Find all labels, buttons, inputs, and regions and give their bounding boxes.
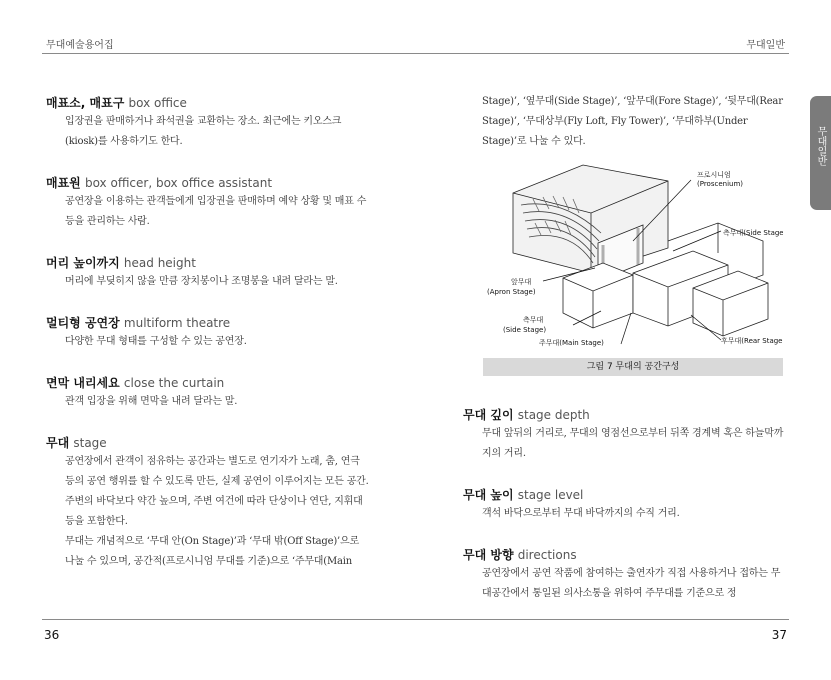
section-tab[interactable] [810,96,831,210]
entry-term: 무대 방향 directions [463,548,577,562]
entry-definition: 다양한 무대 형태를 구성할 수 있는 공연장. [65,336,247,347]
label-proscenium-en: (Proscenium) [697,180,744,188]
entry-term: 멀티형 공연장 multiform theatre [46,316,231,330]
entry-term: 무대 깊이 stage depth [463,408,590,422]
entry-term: 무대 stage [46,436,107,450]
running-header-right: 무대일반 [746,40,785,51]
page-number-right: 37 [771,628,787,642]
label-proscenium: 프로시니엄 [697,171,731,179]
entry-definition: 공연장에서 공연 작품에 참여하는 출연자가 직접 사용하거나 접하는 무대공간에서 통일된 의사소통을 위하여 주무대를 기준으로 정 [482,568,781,599]
entry-term: 매표원 box officer, box office assistant [46,176,273,190]
entry-term: 무대 높이 stage level [463,488,584,502]
running-header-left: 무대예술용어집 [46,40,114,51]
entry-term: 면막 내리세요 close the curtain [46,376,225,390]
label-rear-stage: 후무대(Rear Stage) [721,337,783,345]
header-rule [42,53,789,54]
entry-definition: 입장권을 판매하거나 좌석권을 교환하는 장소. 최근에는 키오스크(kiosk)를 사용하기도 한다. [65,116,342,147]
entry-term: 매표소, 매표구 box office [46,96,187,110]
label-apron-en: (Apron Stage) [487,288,536,296]
entry-definition: 객석 바닥으로부터 무대 바닥까지의 수직 거리. [482,508,680,519]
page-number-left: 36 [44,628,60,642]
stage-space-figure [483,163,783,357]
entry-definition: 머리에 부딪히지 않을 만큼 장치봉이나 조명봉을 내려 달라는 말. [65,276,338,287]
entry-definition: 공연장을 이용하는 관객들에게 입장권을 판매하며 예약 상황 및 매표 수 등을 관리하는 사람. [65,196,367,227]
section-tab-label: 무대일반 [815,126,826,166]
stage-space-diagram [483,163,783,357]
label-side-stage-left-en: (Side Stage) [503,326,547,334]
label-main-stage: 주무대(Main Stage) [539,339,604,347]
entry-definition: 무대 앞뒤의 거리로, 무대의 영점선으로부터 뒤쪽 경계벽 혹은 하늘막까지의 거리. [482,428,784,459]
entry-definition: 공연장에서 관객이 점유하는 공간과는 별도로 연기자가 노래, 춤, 연극 등의 공연 행위를 할 수 있도록 만든, 실제 공연이 이루어지는 모든 공간. 주변의 바닥보다 약간 높으며, 주변 여건에 따라 단상이나 연단, 지휘대 등을 포함한다. 무대는 개념적으로 ‘무대 안(On Stage)’과 ‘무대 밖(Off Stage)’으로 나눌 수 있으며, 공간적(프로시니엄 무대를 기준)으로 ‘주무대(Main [65,456,369,567]
label-side-stage-right: 측무대(Side Stage) [723,229,783,237]
figure-caption: 그림 7 무대의 공간구성 [483,358,783,376]
label-apron: 앞무대 [511,278,532,286]
footer-rule [42,619,789,620]
entry-definition: 관객 입장을 위해 면막을 내려 달라는 말. [65,396,238,407]
continued-definition: Stage)’, ‘옆무대(Side Stage)’, ‘앞무대(Fore Stage)’, ‘뒷무대(Rear Stage)’, ‘무대상부(Fly Loft, Fly Tower)’, ‘무대하부(Under Stage)’로 나눌 수 있다. [482,96,783,147]
label-side-stage-left: 측무대 [523,316,544,324]
entry-term: 머리 높이까지 head height [46,256,196,270]
